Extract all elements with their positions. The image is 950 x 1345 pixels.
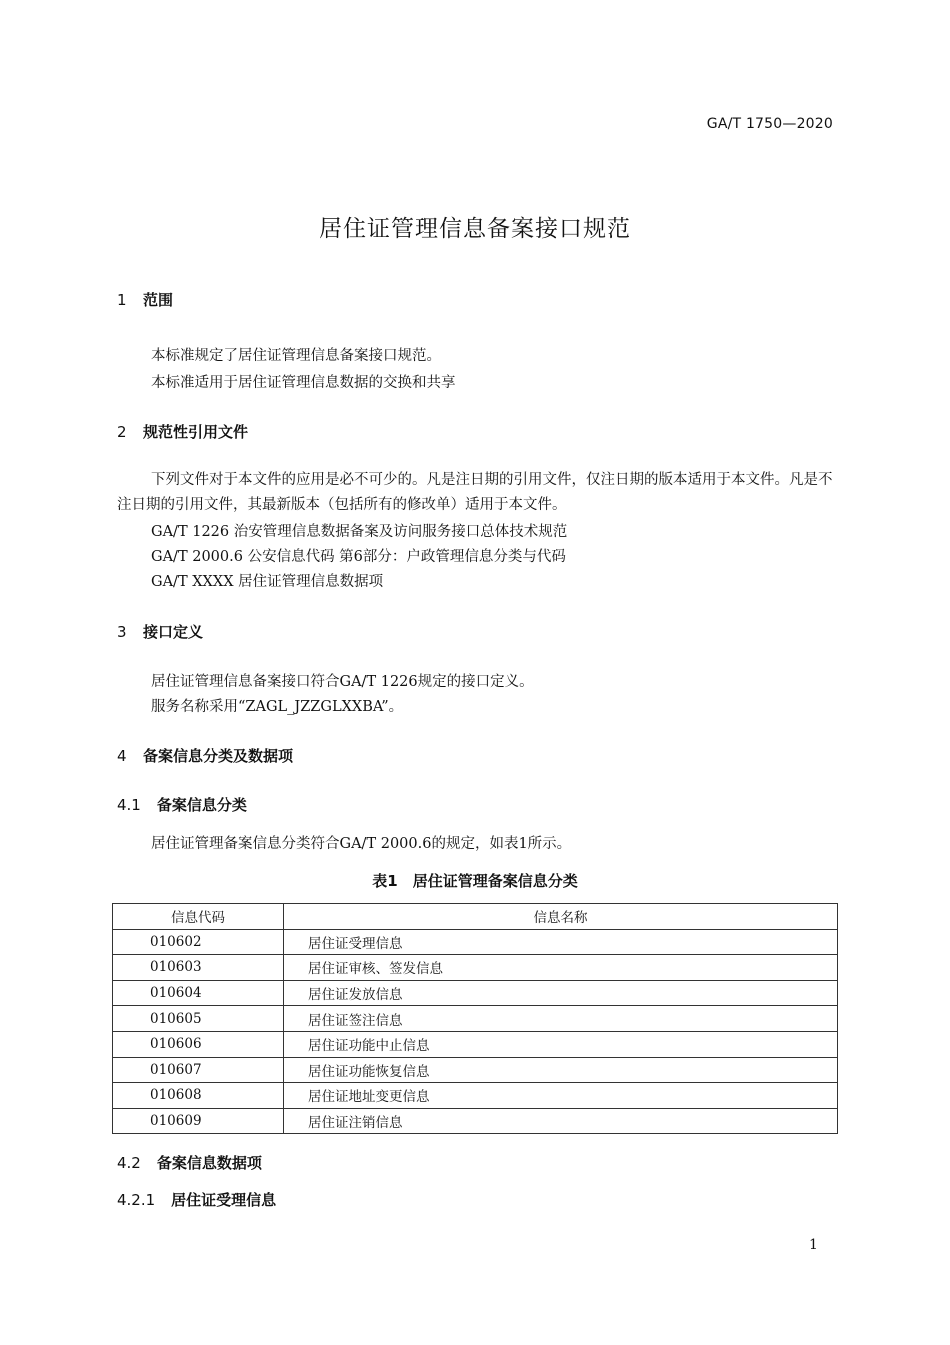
section-number: 2 [117,423,127,441]
column-header-name: 信息名称 [284,904,838,930]
table-row [113,1108,838,1134]
section-title: 规范性引用文件 [143,423,249,441]
paragraph: 本标准规定了居住证管理信息备案接口规范。 [151,348,441,364]
paragraph: 服务名称采用“ZAGL_JZZGLXXBA”。 [151,699,404,715]
section-title: 备案信息分类及数据项 [143,747,294,765]
section-4-2-1-heading [117,1189,276,1210]
section-title: 范围 [143,291,174,309]
info-code-cell: 010609 [113,1108,284,1134]
table-row [113,1031,838,1057]
section-number: 3 [117,623,127,641]
reference-item: GA/T 2000.6 公安信息代码 第6部分：户政管理信息分类与代码 [151,549,566,565]
table-row [113,1057,838,1083]
section-number: 4.1 [117,796,141,814]
column-header-code: 信息代码 [113,904,284,930]
info-name-cell: 居住证发放信息 [284,980,838,1006]
section-title: 备案信息分类 [156,796,247,814]
table-row [113,955,838,981]
section-2-heading [117,421,248,442]
info-code-cell: 010604 [113,980,284,1006]
section-title: 备案信息数据项 [156,1154,262,1172]
info-name-cell: 居住证功能恢复信息 [284,1057,838,1083]
table-row [113,1006,838,1032]
info-name-cell: 居住证签注信息 [284,1006,838,1032]
section-number: 4.2 [117,1154,141,1172]
table-row [113,929,838,955]
table-row [113,1083,838,1109]
info-code-cell: 010606 [113,1031,284,1057]
section-number: 4 [117,747,127,765]
table-caption: 表1 居住证管理备案信息分类 [372,872,578,890]
section-4-2-heading [117,1152,262,1173]
section-3-heading [117,621,203,642]
info-name-cell: 居住证受理信息 [284,929,838,955]
info-code-cell: 010603 [113,955,284,981]
info-code-cell: 010608 [113,1083,284,1109]
paragraph: 居住证管理备案信息分类符合GA/T 2000.6的规定，如表1所示。 [151,836,572,852]
document-code: GA/T 1750—2020 [706,116,833,132]
reference-item: GA/T XXXX 居住证管理信息数据项 [151,574,384,590]
reference-item: GA/T 1226 治安管理信息数据备案及访问服务接口总体技术规范 [151,524,568,540]
section-title: 居住证受理信息 [171,1191,277,1209]
table-header-row [113,904,838,930]
table-row [113,980,838,1006]
section-4-1-heading [117,794,247,815]
paragraph: 本标准适用于居住证管理信息数据的交换和共享 [151,375,456,391]
info-classification-table [112,903,838,1134]
section-4-heading [117,745,293,766]
page-number: 1 [809,1237,818,1253]
section-1-heading [117,289,173,310]
info-code-cell: 010602 [113,929,284,955]
section-number: 1 [117,291,127,309]
paragraph: 下列文件对于本文件的应用是必不可少的。凡是注日期的引用文件，仅注日期的版本适用于本文件。凡是不注日期的引用文件，其最新版本（包括所有的修改单）适用于本文件。 [117,472,833,513]
info-name-cell: 居住证地址变更信息 [284,1083,838,1109]
info-name-cell: 居住证审核、签发信息 [284,955,838,981]
info-name-cell: 居住证注销信息 [284,1108,838,1134]
info-code-cell: 010605 [113,1006,284,1032]
section-number: 4.2.1 [117,1191,156,1209]
section-title: 接口定义 [143,623,204,641]
info-name-cell: 居住证功能中止信息 [284,1031,838,1057]
paragraph: 居住证管理信息备案接口符合GA/T 1226规定的接口定义。 [151,674,534,690]
info-code-cell: 010607 [113,1057,284,1083]
document-title: 居住证管理信息备案接口规范 [319,216,631,242]
